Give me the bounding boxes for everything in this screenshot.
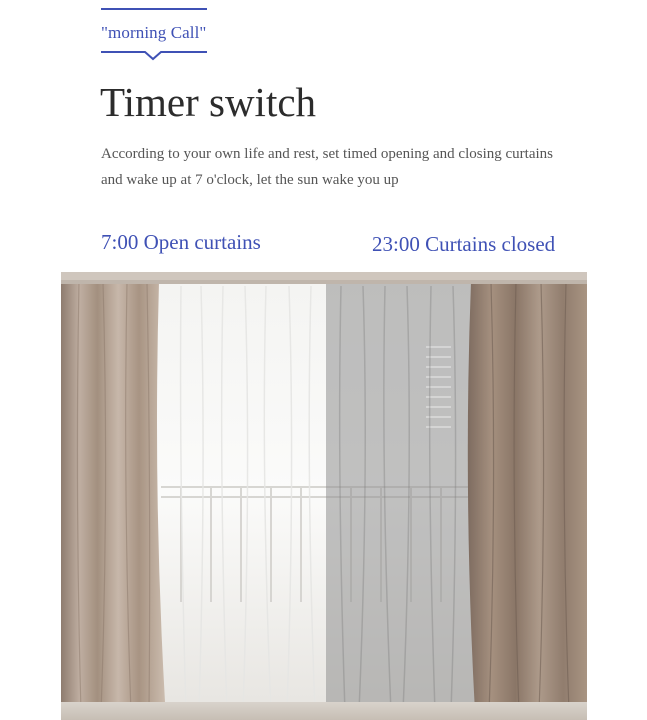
badge-label: "morning Call" bbox=[101, 23, 207, 42]
page-title: Timer switch bbox=[100, 79, 317, 125]
speech-pointer-icon bbox=[101, 51, 209, 61]
badge-top-line bbox=[101, 8, 207, 10]
morning-call-badge bbox=[101, 8, 209, 58]
close-time-label: 23:00 Curtains closed bbox=[372, 232, 556, 256]
open-time-label: 7:00 Open curtains bbox=[101, 230, 261, 254]
curtain-illustration bbox=[61, 272, 587, 720]
feature-description: According to your own life and rest, set timed opening and closing curtains and wake up at 7 o'clock, let the sun wake you up bbox=[101, 146, 553, 188]
curtain-photo bbox=[61, 272, 587, 720]
